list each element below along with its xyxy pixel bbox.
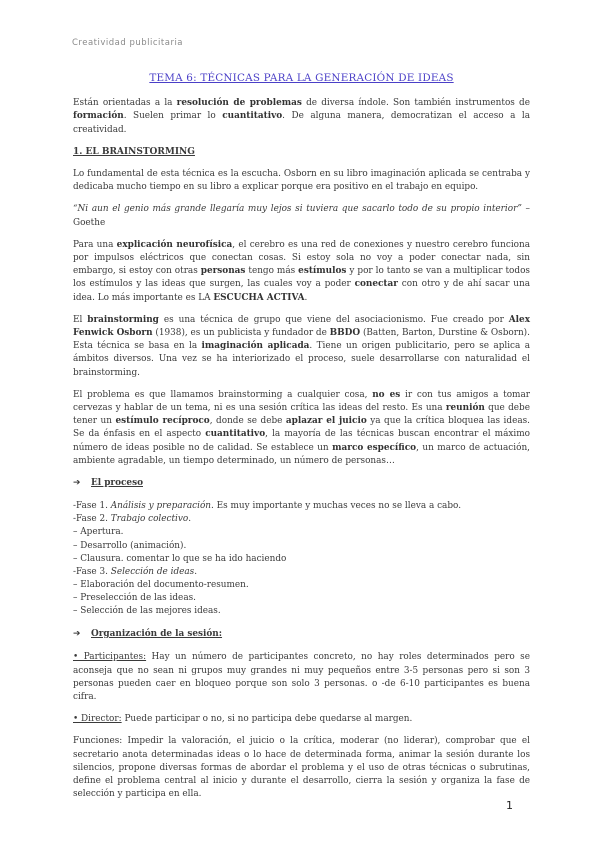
section-heading-brainstorming: 1. EL BRAINSTORMING	[73, 146, 195, 157]
process-list-item: -Fase 1. Análisis y preparación. Es muy importante y muchas veces no se lleva a cabo.	[73, 501, 462, 512]
page-number: 1	[506, 799, 513, 812]
running-header: Creatividad publicitaria	[72, 38, 184, 48]
process-list-item: – Desarrollo (animación).	[73, 540, 187, 551]
process-list-item: – Apertura.	[73, 527, 124, 538]
arrow-icon: ➔	[73, 629, 81, 640]
paragraph-neurofisica: Para una explicación neurofísica, el cerebro es una red de conexiones y nuestro cerebro funciona por impulsos eléctricos que conectan cosas. Si estoy sola no voy a poder conectar nada, sin embargo, si estoy con otras personas tengo más estímulos y por lo tanto se van a multiplicar todos los estímulos y las ideas que surgen, las cuales voy a poder conectar con otro y de ahí sacar una idea. Lo más importante es LA ESCUCHA ACTIVA.	[73, 239, 531, 303]
paragraph-participantes: • Participantes: Hay un número de participantes concreto, no hay roles determinados pero se aconseja que no sean ni grupos muy grandes ni muy pequeños entre 3-5 personas pero si son 3 personas pueden caer en bloqueo porque son solo 3 personas. o -de 6-10 participantes es buena cifra.	[73, 652, 530, 702]
document-title: TEMA 6: TÉCNICAS PARA LA GENERACIÓN DE IDEAS	[149, 72, 454, 84]
paragraph-problema: El problema es que llamamos brainstorming a cualquier cosa, no es ir con tus amigos a tomar cervezas y hablar de un tema, ni es una sesión crítica las ideas del resto. Es una reunión que debe tener un estímulo recíproco, donde se debe aplazar el juicio ya que la crítica bloquea las ideas. Se da énfasis en el aspecto cuantitativo, la mayoría de las técnicas buscan encontrar el máximo número de ideas posible no de calidad. Se establece un marco específico, un marco de actuación, ambiente agradable, un tiempo determinado, un número de personas…	[73, 389, 530, 466]
process-list-item: – Clausura. comentar lo que se ha ido haciendo	[73, 553, 287, 564]
arrow-icon: ➔	[73, 478, 81, 489]
subsection-organizacion: ➔ Organización de la sesión:	[73, 628, 530, 641]
goethe-quote: “Ni aun el genio más grande llegaría muy lejos si tuviera que sacarlo todo de su propio interior” – Goethe	[73, 204, 530, 228]
intro-paragraph: Están orientadas a la resolución de problemas de diversa índole. Son también instrumentos de formación. Suelen primar lo cuantitativo. De alguna manera, democratizan el acceso a la creatividad.	[73, 98, 531, 135]
process-list-item: – Elaboración del documento-resumen.	[73, 579, 249, 590]
process-list	[73, 500, 530, 618]
subsection-proceso: ➔ El proceso	[73, 477, 530, 490]
paragraph-escucha: Lo fundamental de esta técnica es la escucha. Osborn en su libro imaginación aplicada se centraba y dedicaba mucho tiempo en su libro a explicar porque era positivo en el trabajo en equipo.	[73, 169, 530, 193]
process-list-item: – Selección de las mejores ideas.	[73, 606, 221, 617]
process-list-item: – Preselección de las ideas.	[73, 592, 196, 603]
process-list-item: -Fase 3. Selección de ideas.	[73, 566, 198, 577]
document-body	[73, 70, 530, 810]
paragraph-director: • Director: Puede participar o no, si no participa debe quedarse al margen.	[73, 714, 413, 725]
process-list-item: -Fase 2. Trabajo colectivo.	[73, 514, 192, 525]
paragraph-funciones: Funciones: Impedir la valoración, el juicio o la crítica, moderar (no liderar), comprobar que el secretario anota determinadas ideas o lo hace de determinada forma, animar la sesión durante los silencios, propone diversas formas de abordar el problema y el uso de otras técnicas o subrutinas, define el problema central al inicio y durante el desarrollo, cierra la sesión y organiza la fase de selección y participa en ella.	[73, 736, 530, 800]
paragraph-osborn: El brainstorming es una técnica de grupo que viene del asociacionismo. Fue creado por Alex Fenwick Osborn (1938), es un publicista y fundador de BBDO (Batten, Barton, Durstine & Osborn). Esta técnica se basa en la imaginación aplicada. Tiene un origen publicitario, pero se aplica a ámbitos diversos. Una vez se ha interiorizado el proceso, suele desarrollarse con naturalidad el brainstorming.	[73, 314, 530, 378]
